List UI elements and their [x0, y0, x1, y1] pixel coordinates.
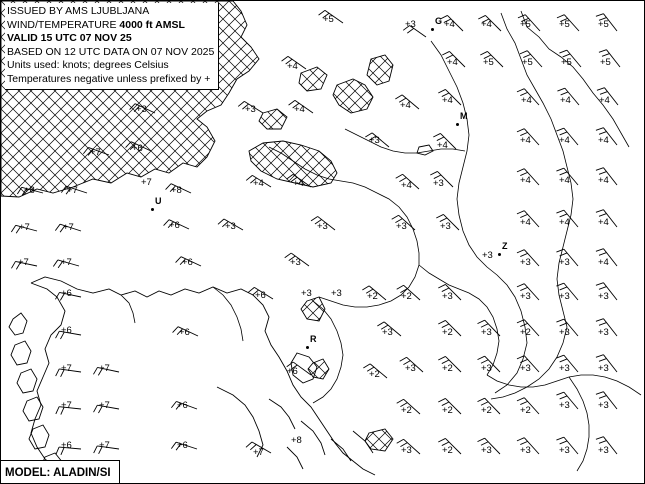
temperature-value: +4 — [442, 95, 453, 106]
model-label: MODEL: ALADIN/SI — [5, 467, 111, 479]
temperature-value: +3 — [520, 291, 531, 302]
temperature-value: +7 — [67, 185, 78, 196]
temperature-value: +3 — [559, 327, 570, 338]
temperature-value: +3 — [405, 363, 416, 374]
temperature-value: +2 — [442, 445, 453, 456]
header-product: WIND/TEMPERATURE 4000 ft AMSL — [7, 18, 185, 31]
chart-header — [5, 3, 219, 90]
temperature-value: +7 — [99, 363, 110, 374]
temperature-value: +7 — [63, 222, 74, 233]
model-footer — [1, 460, 120, 483]
temperature-value: +4 — [444, 19, 455, 30]
temperature-value: +7 — [99, 440, 110, 451]
temperature-value: +8 — [171, 185, 182, 196]
temperature-value: +3 — [405, 19, 416, 30]
temperature-value: +2 — [401, 291, 412, 302]
temperature-value: +3 — [481, 327, 492, 338]
temperature-value: +4 — [253, 178, 264, 189]
temperature-value: +6 — [287, 366, 298, 377]
station-label: G — [435, 16, 443, 26]
temperature-value: +3 — [482, 250, 493, 261]
temperature-value: +4 — [400, 100, 411, 111]
temperature-value: +5 — [559, 19, 570, 30]
header-valid: VALID 15 UTC 07 NOV 25 — [7, 32, 132, 44]
temperature-value: +2 — [442, 363, 453, 374]
temperature-value: +6 — [182, 257, 193, 268]
temperature-value: +4 — [598, 257, 609, 268]
temperature-value: +8 — [291, 435, 302, 446]
temperature-value: +8 — [24, 185, 35, 196]
temperature-value: +7 — [61, 400, 72, 411]
temperature-value: +3 — [559, 291, 570, 302]
temperature-value: +7 — [19, 222, 30, 233]
temperature-value: +3 — [290, 257, 301, 268]
temperature-value: +3 — [520, 363, 531, 374]
temperature-value: +4 — [520, 175, 531, 186]
temperature-value: +3 — [382, 327, 393, 338]
temperature-value: +3 — [520, 445, 531, 456]
temperature-value: +3 — [442, 291, 453, 302]
temperature-value: +2 — [520, 327, 531, 338]
temperature-value: +4 — [598, 217, 609, 228]
temperature-value: +6 — [61, 325, 72, 336]
station-dot — [306, 346, 309, 349]
header-issued-by: ISSUED BY AMS LJUBLJANA — [7, 5, 150, 17]
temperature-value: +3 — [598, 363, 609, 374]
temperature-value: +3 — [225, 221, 236, 232]
temperature-value: +6 — [177, 400, 188, 411]
station-label: M — [460, 111, 468, 121]
temperature-value: +4 — [598, 175, 609, 186]
temperature-value: +2 — [481, 405, 492, 416]
temperature-value: +3 — [440, 221, 451, 232]
temperature-value: +3 — [433, 178, 444, 189]
header-basedon: BASED ON 12 UTC DATA ON 07 NOV 2025 — [7, 45, 215, 58]
temperature-value: +7 — [253, 447, 264, 458]
temperature-value: +2 — [367, 291, 378, 302]
temperature-value: +3 — [245, 104, 256, 115]
temperature-value: +4 — [401, 180, 412, 191]
temperature-value: +7 — [61, 363, 72, 374]
temperature-value: +4 — [521, 95, 532, 106]
temperature-value: +3 — [396, 221, 407, 232]
temperature-value: +3 — [598, 400, 609, 411]
temperature-value: +4 — [598, 135, 609, 146]
temperature-value: +4 — [559, 135, 570, 146]
temperature-value: +6 — [132, 143, 143, 154]
station-dot — [498, 253, 501, 256]
temperature-value: +2 — [401, 405, 412, 416]
header-units: Units used: knots; degrees Celsius — [7, 59, 169, 71]
temperature-value: +5 — [600, 57, 611, 68]
temperature-value: +4 — [293, 178, 304, 189]
temperature-value: +7 — [90, 147, 101, 158]
temperature-value: +3 — [559, 445, 570, 456]
temperature-value: +4 — [559, 217, 570, 228]
temperature-value: +3 — [136, 104, 147, 115]
temperature-value: +3 — [301, 288, 312, 299]
temperature-value: +4 — [294, 104, 305, 115]
station-dot — [456, 123, 459, 126]
temperature-value: +6 — [179, 327, 190, 338]
temperature-value: +3 — [481, 445, 492, 456]
temperature-value: +7 — [18, 257, 29, 268]
station-label: R — [310, 334, 317, 344]
temperature-value: +4 — [447, 57, 458, 68]
temperature-value: +3 — [481, 363, 492, 374]
temperature-value: +6 — [61, 288, 72, 299]
temperature-value: +2 — [369, 369, 380, 380]
temperature-value: +5 — [598, 19, 609, 30]
temperature-value: +3 — [317, 221, 328, 232]
station-dot — [431, 28, 434, 31]
temperature-value: +4 — [560, 95, 571, 106]
temperature-value: +5 — [483, 57, 494, 68]
temperature-value: +7 — [61, 257, 72, 268]
temperature-value: +3 — [598, 291, 609, 302]
station-label: Z — [502, 241, 508, 251]
temperature-value: +6 — [61, 440, 72, 451]
temperature-value: +3 — [369, 135, 380, 146]
temperature-value: +3 — [520, 257, 531, 268]
temperature-value: +3 — [401, 445, 412, 456]
temperature-value: +7 — [99, 400, 110, 411]
temperature-value: +5 — [323, 14, 334, 25]
temperature-value: +3 — [559, 400, 570, 411]
station-dot — [151, 208, 154, 211]
temperature-value: +6 — [169, 220, 180, 231]
temperature-value: +3 — [331, 288, 342, 299]
temperature-value: +4 — [559, 175, 570, 186]
temperature-value: +5 — [522, 57, 533, 68]
temperature-value: +4 — [520, 135, 531, 146]
temperature-value: +6 — [177, 440, 188, 451]
temperature-value: +4 — [520, 217, 531, 228]
temperature-value: +4 — [437, 140, 448, 151]
temperature-value: +4 — [287, 61, 298, 72]
temperature-value: +3 — [559, 257, 570, 268]
temperature-value: +2 — [442, 405, 453, 416]
header-level: 4000 ft AMSL — [119, 18, 185, 31]
temperature-value: +6 — [255, 290, 266, 301]
temperature-value: +5 — [520, 19, 531, 30]
temperature-value: +4 — [599, 95, 610, 106]
temperature-value: +3 — [598, 445, 609, 456]
temperature-value: +3 — [598, 327, 609, 338]
temperature-value: +2 — [442, 327, 453, 338]
temperature-value: +3 — [559, 363, 570, 374]
temperature-value: +2 — [520, 405, 531, 416]
station-label: U — [155, 196, 162, 206]
temperature-value: +7 — [141, 177, 152, 188]
header-temp-note: Temperatures negative unless prefixed by + — [7, 72, 211, 85]
temperature-value: +4 — [481, 19, 492, 30]
temperature-value: +5 — [561, 57, 572, 68]
